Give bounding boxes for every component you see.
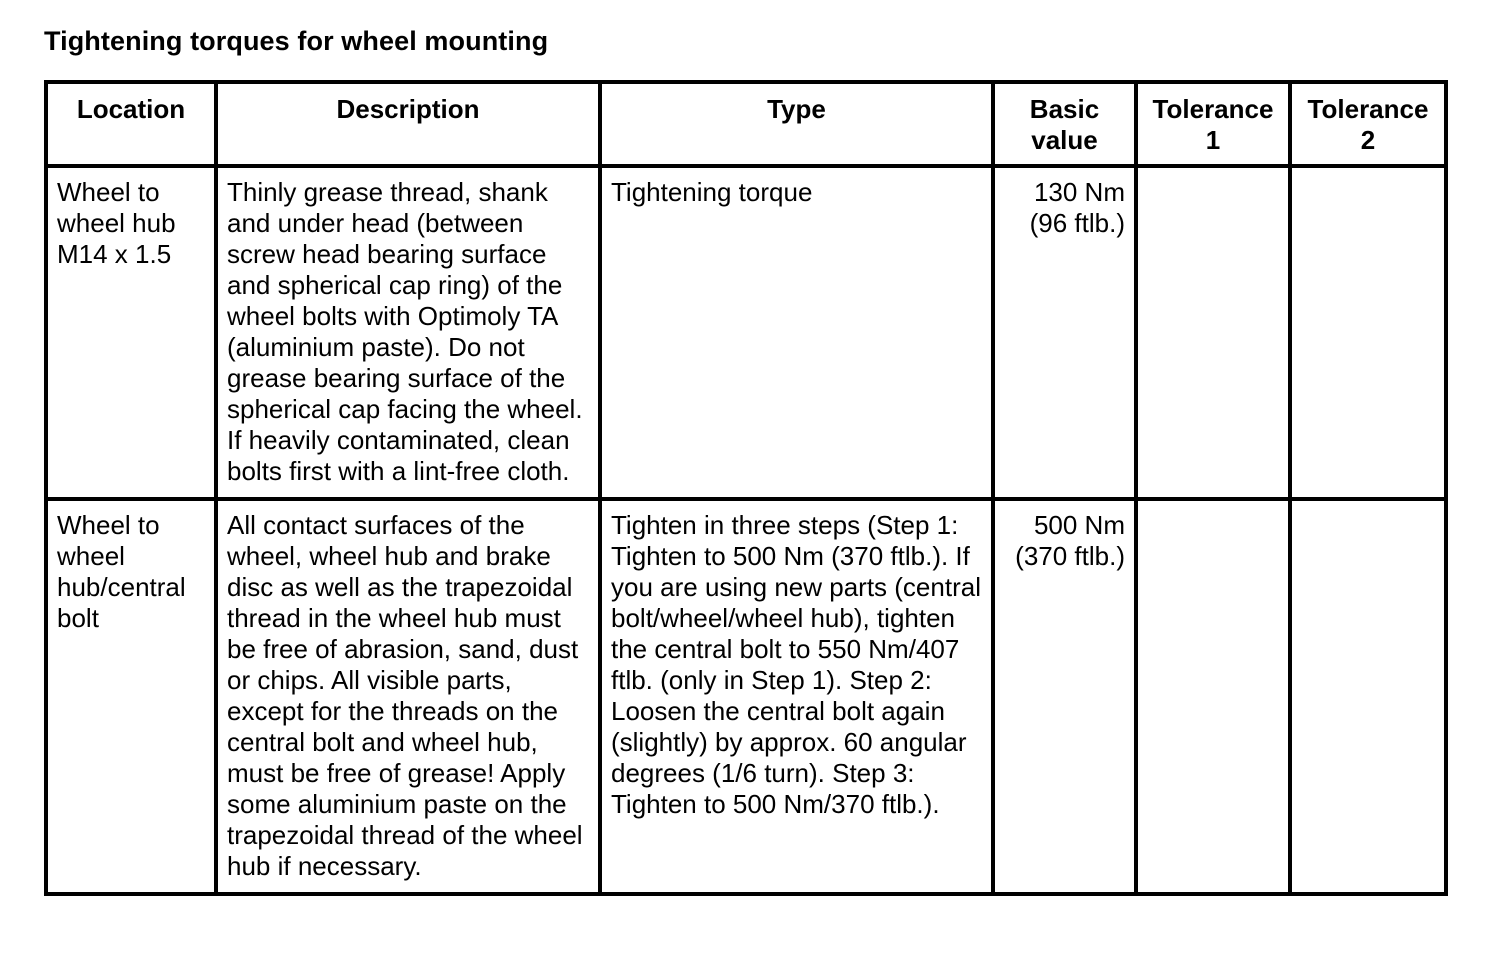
table-header-row (46, 82, 1446, 166)
cell-tolerance-2 (1290, 166, 1446, 499)
cell-tolerance-1 (1136, 499, 1290, 894)
cell-type: Tighten in three steps (Step 1: Tighten to 500 Nm (370 ftlb.). If you are using new parts (central bolt/wheel/wheel hub), tighten the central bolt to 550 Nm/407 ftlb. (only in Step 1). Step 2: Loosen the central bolt again (slightly) by approx. 60 angular degrees (1/6 turn). Step 3: Tighten to 500 Nm/370 ftlb.). (600, 499, 993, 894)
cell-basic-value: 130 Nm (96 ftlb.) (993, 166, 1136, 499)
cell-location: Wheel to wheel hub M14 x 1.5 (46, 166, 216, 499)
header-basic-value (993, 82, 1136, 166)
cell-location: Wheel to wheel hub/central bolt (46, 499, 216, 894)
cell-description: All contact surfaces of the wheel, wheel hub and brake disc as well as the trapezoidal thread in the wheel hub must be free of abrasion, sand, dust or chips. All visible parts, except for the threads on the central bolt and wheel hub, must be free of grease! Apply some aluminium paste on the trapezoidal thread of the wheel hub if necessary. (216, 499, 600, 894)
cell-description: Thinly grease thread, shank and under head (between screw head bearing surface and spherical cap ring) of the wheel bolts with Optimoly TA (aluminium paste). Do not grease bearing surface of the spherical cap facing the wheel. If heavily contaminated, clean bolts first with a lint-free cloth. (216, 166, 600, 499)
cell-type: Tightening torque (600, 166, 993, 499)
header-tolerance-1-line-1: Tolerance (1152, 94, 1274, 124)
header-type: Type (600, 82, 993, 166)
header-basic-value-line-1: Basic (1029, 94, 1100, 124)
document-title: Tightening torques for wheel mounting (44, 26, 549, 56)
table-row (46, 166, 1446, 499)
header-location: Location (46, 82, 216, 166)
header-tolerance-1-line-2: 1 (1205, 125, 1221, 155)
table-row (46, 499, 1446, 894)
header-description: Description (216, 82, 600, 166)
header-tolerance-2-line-2: 2 (1360, 125, 1376, 155)
header-tolerance-2-line-1: Tolerance (1307, 94, 1429, 124)
cell-basic-value: 500 Nm (370 ftlb.) (993, 499, 1136, 894)
torque-table (44, 80, 1448, 896)
header-tolerance-2 (1290, 82, 1446, 166)
cell-tolerance-1 (1136, 166, 1290, 499)
cell-tolerance-2 (1290, 499, 1446, 894)
header-tolerance-1 (1136, 82, 1290, 166)
header-basic-value-line-2: value (1031, 125, 1098, 155)
